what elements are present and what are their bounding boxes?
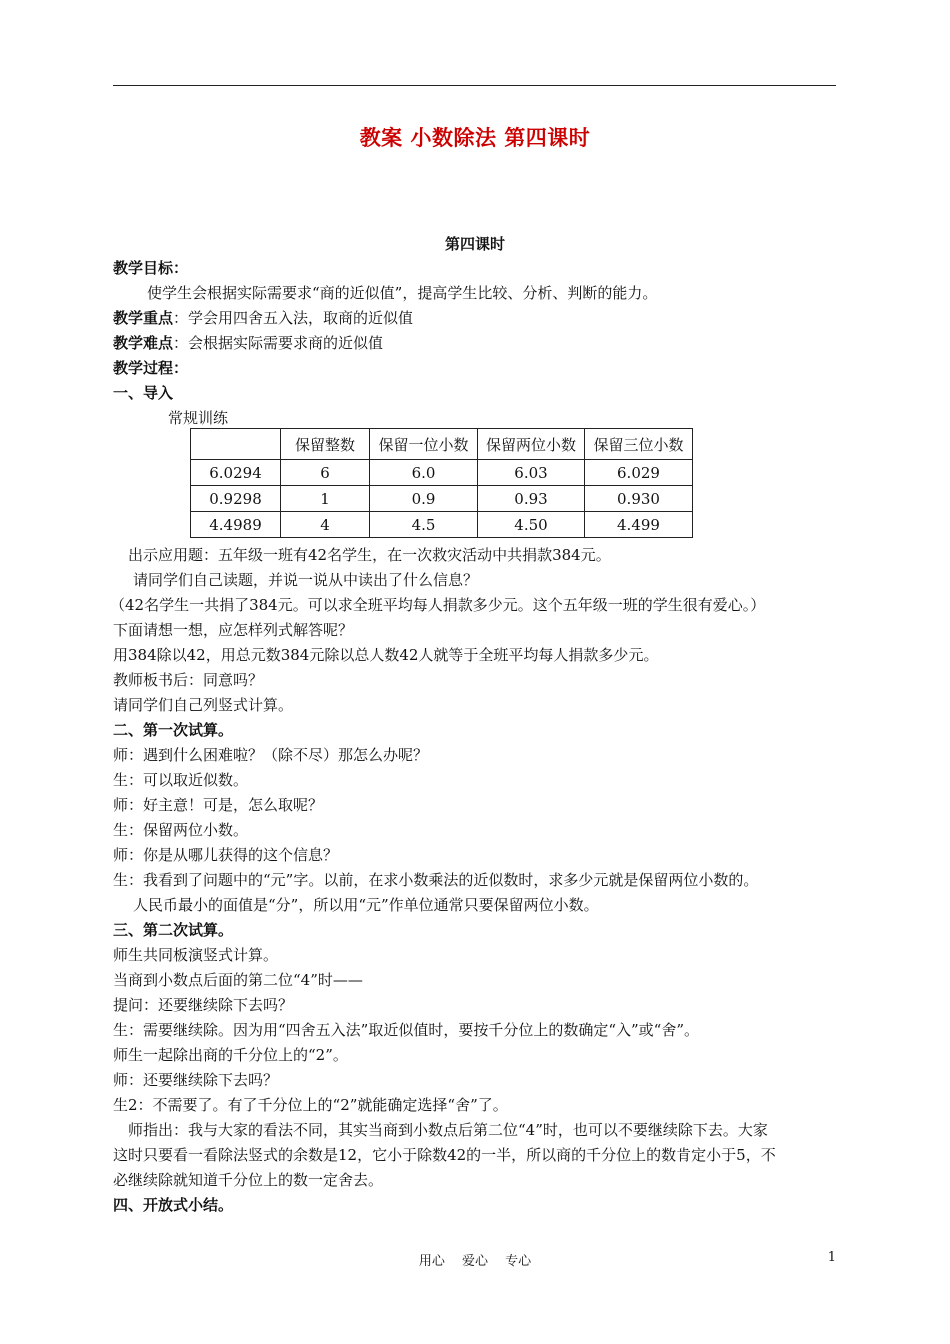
table-row bbox=[191, 512, 693, 538]
paragraph-line: 下面请想一想，应怎样列式解答呢？ bbox=[113, 621, 354, 639]
paragraph-line: 师生共同板演竖式计算。 bbox=[113, 946, 279, 964]
paragraph-line: 当商到小数点后面的第二位“4”时—— bbox=[113, 971, 363, 989]
section-heading: 四、开放式小结。 bbox=[113, 1196, 234, 1214]
paragraph-line: 生：可以取近似数。 bbox=[113, 771, 249, 789]
page-footer: 用心 爱心 专心 bbox=[418, 1254, 532, 1269]
table-cell: 6.029 bbox=[585, 460, 693, 486]
key-label: 教学重点 bbox=[113, 309, 174, 327]
section-heading: 一、导入 bbox=[113, 384, 174, 402]
key-point bbox=[113, 308, 413, 328]
drill-label: 常规训练 bbox=[168, 409, 229, 427]
paragraph-line: 师生一起除出商的千分位上的“2”。 bbox=[113, 1046, 348, 1064]
paragraph-line: 提问：还要继续除下去吗？ bbox=[113, 996, 294, 1014]
table-cell: 4 bbox=[281, 512, 370, 538]
header-rule bbox=[113, 85, 836, 86]
table-cell: 6 bbox=[281, 460, 370, 486]
rounding-table bbox=[190, 428, 693, 538]
table-cell: 6.0294 bbox=[191, 460, 281, 486]
table-header-cell: 保留整数 bbox=[281, 429, 370, 460]
goal-label: 教学目标： bbox=[113, 259, 189, 277]
table-cell: 4.499 bbox=[585, 512, 693, 538]
lesson-subtitle: 第四课时 bbox=[444, 235, 505, 253]
table-cell: 0.9 bbox=[370, 486, 478, 512]
section-heading: 二、第一次试算。 bbox=[113, 721, 234, 739]
table-cell: 6.03 bbox=[478, 460, 585, 486]
paragraph-line: 必继续除就知道千分位上的数一定舍去。 bbox=[113, 1171, 384, 1189]
document-title: 教案 小数除法 第四课时 bbox=[359, 125, 591, 150]
table-cell: 6.0 bbox=[370, 460, 478, 486]
goal-text: 使学生会根据实际需要求“商的近似值”，提高学生比较、分析、判断的能力。 bbox=[147, 284, 658, 302]
paragraph-line: 这时只要看一看除法竖式的余数是12，它小于除数42的一半，所以商的千分位上的数肯定小于5，不 bbox=[113, 1146, 776, 1164]
paragraph-line: 教师板书后：同意吗？ bbox=[113, 671, 264, 689]
table-row bbox=[191, 486, 693, 512]
paragraph-line: 师：还要继续除下去吗？ bbox=[113, 1071, 279, 1089]
paragraph-line: 师：遇到什么困难啦？（除不尽）那怎么办呢？ bbox=[113, 746, 429, 764]
paragraph-line: 请同学们自己读题，并说一说从中读出了什么信息？ bbox=[133, 571, 479, 589]
table-header-cell: 保留三位小数 bbox=[585, 429, 693, 460]
table-cell: 4.4989 bbox=[191, 512, 281, 538]
paragraph-line: 用384除以42，用总元数384元除以总人数42人就等于全班平均每人捐款多少元。 bbox=[113, 646, 659, 664]
table-row bbox=[191, 460, 693, 486]
table-cell: 0.930 bbox=[585, 486, 693, 512]
paragraph-line: （42名学生一共捐了384元。可以求全班平均每人捐款多少元。这个五年级一班的学生很有爱心。） bbox=[110, 596, 766, 614]
paragraph-line: 师：好主意！可是，怎么取呢？ bbox=[113, 796, 324, 814]
table-header-row bbox=[191, 429, 693, 460]
key-text: ：学会用四舍五入法，取商的近似值 bbox=[173, 309, 414, 327]
table-cell: 4.5 bbox=[370, 512, 478, 538]
paragraph-line: 师指出：我与大家的看法不同，其实当商到小数点后第二位“4”时，也可以不要继续除下去。大家 bbox=[128, 1121, 768, 1139]
process-label: 教学过程： bbox=[113, 359, 189, 377]
paragraph-line: 生：需要继续除。因为用“四舍五入法”取近似值时，要按千分位上的数确定“入”或“舍”。 bbox=[113, 1021, 700, 1039]
paragraph-line: 生：我看到了问题中的“元”字。以前，在求小数乘法的近似数时，求多少元就是保留两位小数的。 bbox=[113, 871, 759, 889]
table-header-cell: 保留一位小数 bbox=[370, 429, 478, 460]
table-header-cell bbox=[191, 429, 281, 460]
section-heading: 三、第二次试算。 bbox=[113, 921, 234, 939]
paragraph-line: 人民币最小的面值是“分”，所以用“元”作单位通常只要保留两位小数。 bbox=[133, 896, 599, 914]
difficulty-label: 教学难点 bbox=[113, 334, 174, 352]
paragraph-line: 生：保留两位小数。 bbox=[113, 821, 249, 839]
page-number: 1 bbox=[827, 1250, 836, 1265]
table-cell: 0.93 bbox=[478, 486, 585, 512]
table-cell: 0.9298 bbox=[191, 486, 281, 512]
paragraph-line: 生2：不需要了。有了千分位上的“2”就能确定选择“舍”了。 bbox=[113, 1096, 508, 1114]
difficulty-point bbox=[113, 333, 383, 353]
table-cell: 4.50 bbox=[478, 512, 585, 538]
paragraph-line: 师：你是从哪儿获得的这个信息？ bbox=[113, 846, 339, 864]
table-header-cell: 保留两位小数 bbox=[478, 429, 585, 460]
difficulty-text: ：会根据实际需要求商的近似值 bbox=[173, 334, 384, 352]
paragraph-line: 请同学们自己列竖式计算。 bbox=[113, 696, 294, 714]
paragraph-line: 出示应用题：五年级一班有42名学生，在一次救灾活动中共捐款384元。 bbox=[128, 546, 611, 564]
table-cell: 1 bbox=[281, 486, 370, 512]
